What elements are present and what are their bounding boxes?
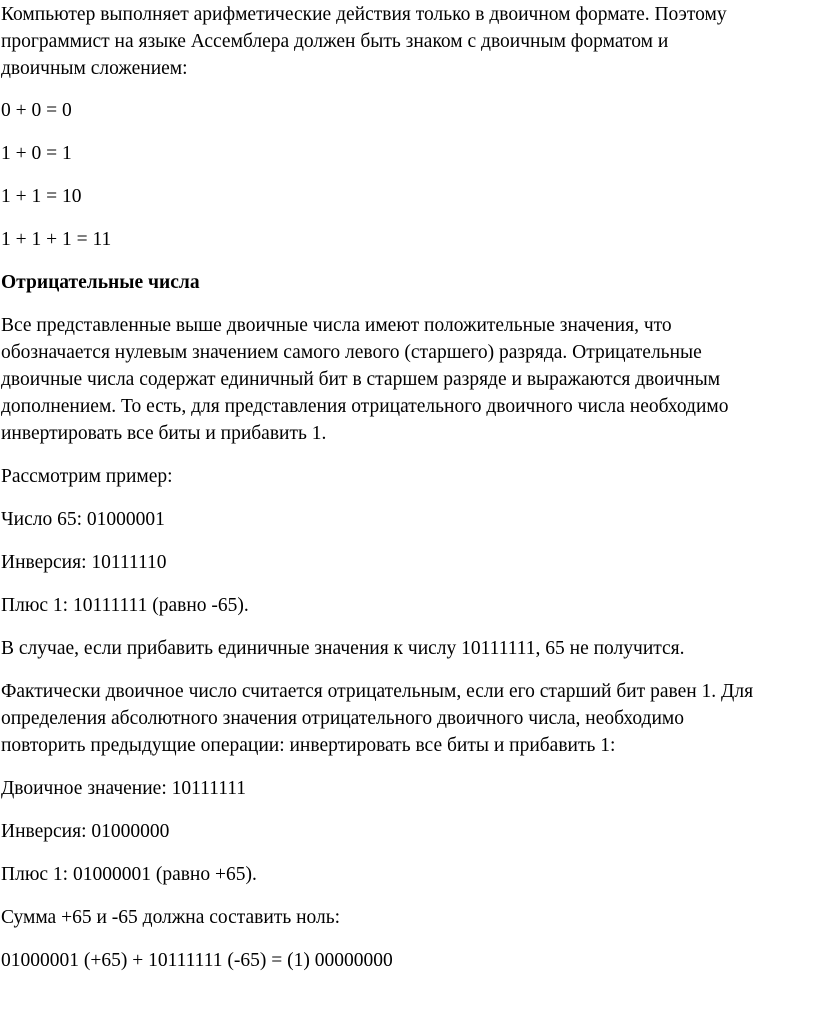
binary-value: Двоичное значение: 10111111 [1,778,246,799]
equation-3: 1 + 1 = 10 [1,186,82,207]
document-page [1,0,813,974]
example-plus-one: Плюс 1: 10111111 (равно -65). [1,595,249,616]
example-note: В случае, если прибавить единичные значения к числу 10111111, 65 не получится. [1,638,685,659]
equation-2: 1 + 0 = 1 [1,143,72,164]
intro-line-1: Компьютер выполняет арифметические действия только в двоичном формате. Поэтому [1,4,727,25]
absolute-line-2: определения абсолютного значения отрицательного двоичного числа, необходимо [1,708,684,729]
intro-line-3: двоичным сложением: [1,58,188,79]
negative-line-3: двоичные числа содержат единичный бит в старшем разряде и выражаются двоичным [1,369,721,390]
binary-plus-one: Плюс 1: 01000001 (равно +65). [1,864,257,885]
binary-inversion: Инверсия: 01000000 [1,821,170,842]
negative-line-2: обозначается нулевым значением самого левого (старшего) разряда. Отрицательные [1,342,702,363]
negative-line-1: Все представленные выше двоичные числа имеют положительные значения, что [1,315,672,336]
negative-line-5: инвертировать все биты и прибавить 1. [1,423,327,444]
example-number: Число 65: 01000001 [1,509,165,530]
sum-equation: 01000001 (+65) + 10111111 (-65) = (1) 00000000 [1,950,393,971]
sum-intro: Сумма +65 и -65 должна составить ноль: [1,907,341,928]
section-heading: Отрицательные числа [1,272,200,293]
absolute-value-paragraph [1,678,813,759]
negative-line-4: дополнением. То есть, для представления отрицательного двоичного числа необходимо [1,396,729,417]
absolute-line-3: повторить предыдущие операции: инвертировать все биты и прибавить 1: [1,735,616,756]
example-inversion: Инверсия: 10111110 [1,552,167,573]
equation-1: 0 + 0 = 0 [1,100,72,121]
example-intro: Рассмотрим пример: [1,466,173,487]
equation-4: 1 + 1 + 1 = 11 [1,229,112,250]
absolute-line-1: Фактически двоичное число считается отрицательным, если его старший бит равен 1. Для [1,681,754,702]
negative-numbers-paragraph [1,312,813,447]
intro-paragraph [1,1,813,82]
intro-line-2: программист на языке Ассемблера должен быть знаком с двоичным форматом и [1,31,669,52]
